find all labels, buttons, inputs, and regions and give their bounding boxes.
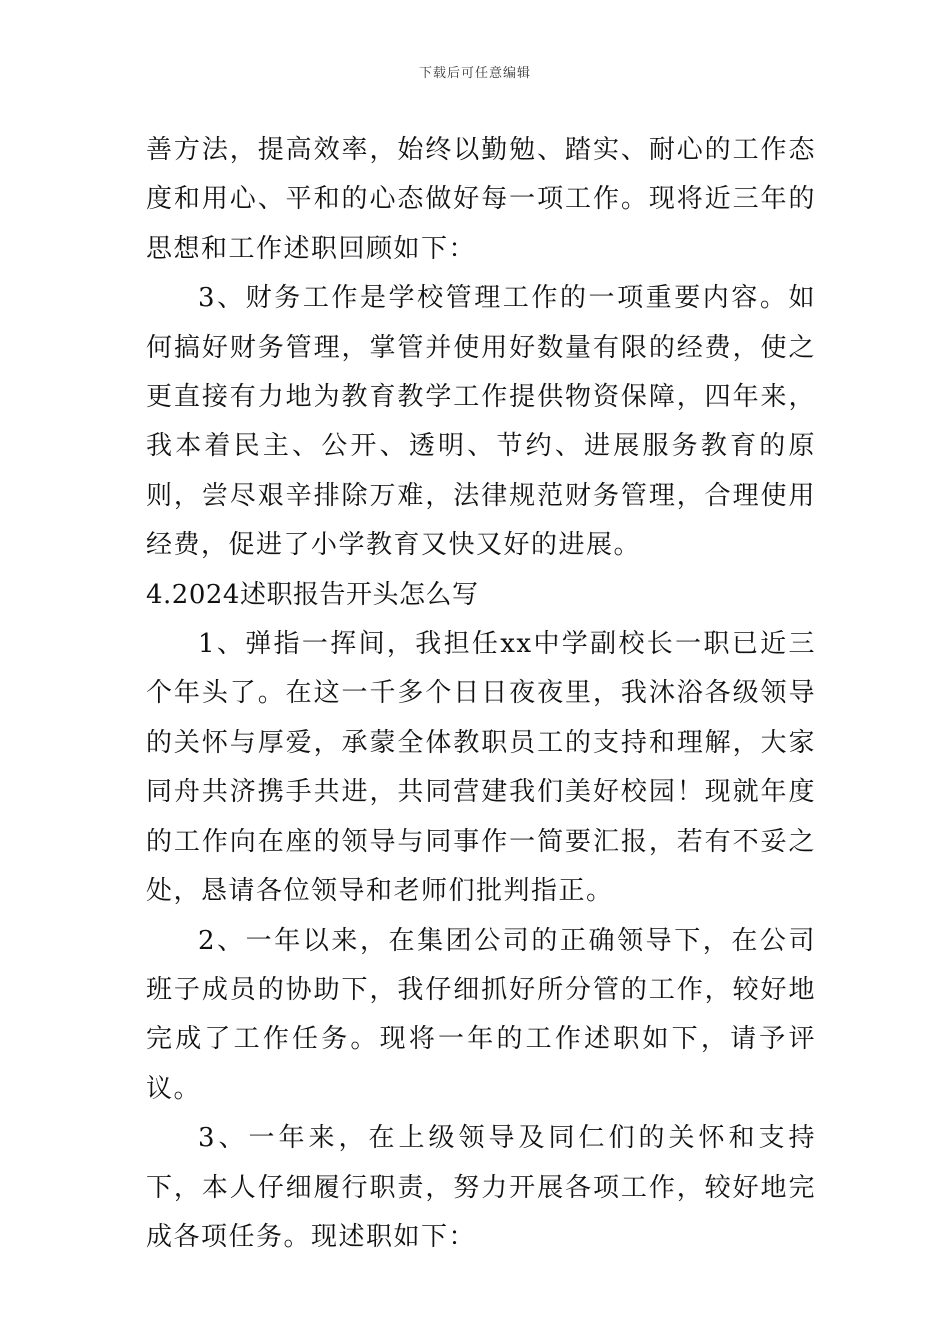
paragraph-finance-item: 3、财务工作是学校管理工作的一项重要内容。如何搞好财务管理，掌管并使用好数量有限的经费，使之更直接有力地为教育教学工作提供物资保障，四年来，我本着民主、公开、透明、节约、进展服务教育的原则，尝尽艰辛排除万难，法律规范财务管理，合理使用经费，促进了小学教育又快又好的进展。 — [146, 283, 816, 561]
paragraph-item-3: 3、一年来，在上级领导及同仁们的关怀和支持下，本人仔细履行职责，努力开展各项工作，较好地完成各项任务。现述职如下： — [146, 1123, 816, 1252]
document-body — [146, 126, 816, 1262]
section-heading: 4.2024述职报告开头怎么写 — [146, 579, 479, 610]
paragraph-item-2: 2、一年以来，在集团公司的正确领导下，在公司班子成员的协助下，我仔细抓好所分管的工作，较好地完成了工作任务。现将一年的工作述职如下，请予评议。 — [146, 925, 816, 1104]
page-header-note: 下载后可任意编辑 — [418, 66, 531, 81]
paragraph-continuation: 善方法，提高效率，始终以勤勉、踏实、耐心的工作态度和用心、平和的心态做好每一项工作。现将近三年的思想和工作述职回顾如下： — [146, 135, 816, 264]
paragraph-item-1: 1、弹指一挥间，我担任xx中学副校长一职已近三个年头了。在这一千多个日日夜夜里，我沐浴各级领导的关怀与厚爱，承蒙全体教职员工的支持和理解，大家同舟共济携手共进，共同营建我们美好校园！现就年度的工作向在座的领导与同事作一简要汇报，若有不妥之处，恳请各位领导和老师们批判指正。 — [146, 629, 816, 907]
